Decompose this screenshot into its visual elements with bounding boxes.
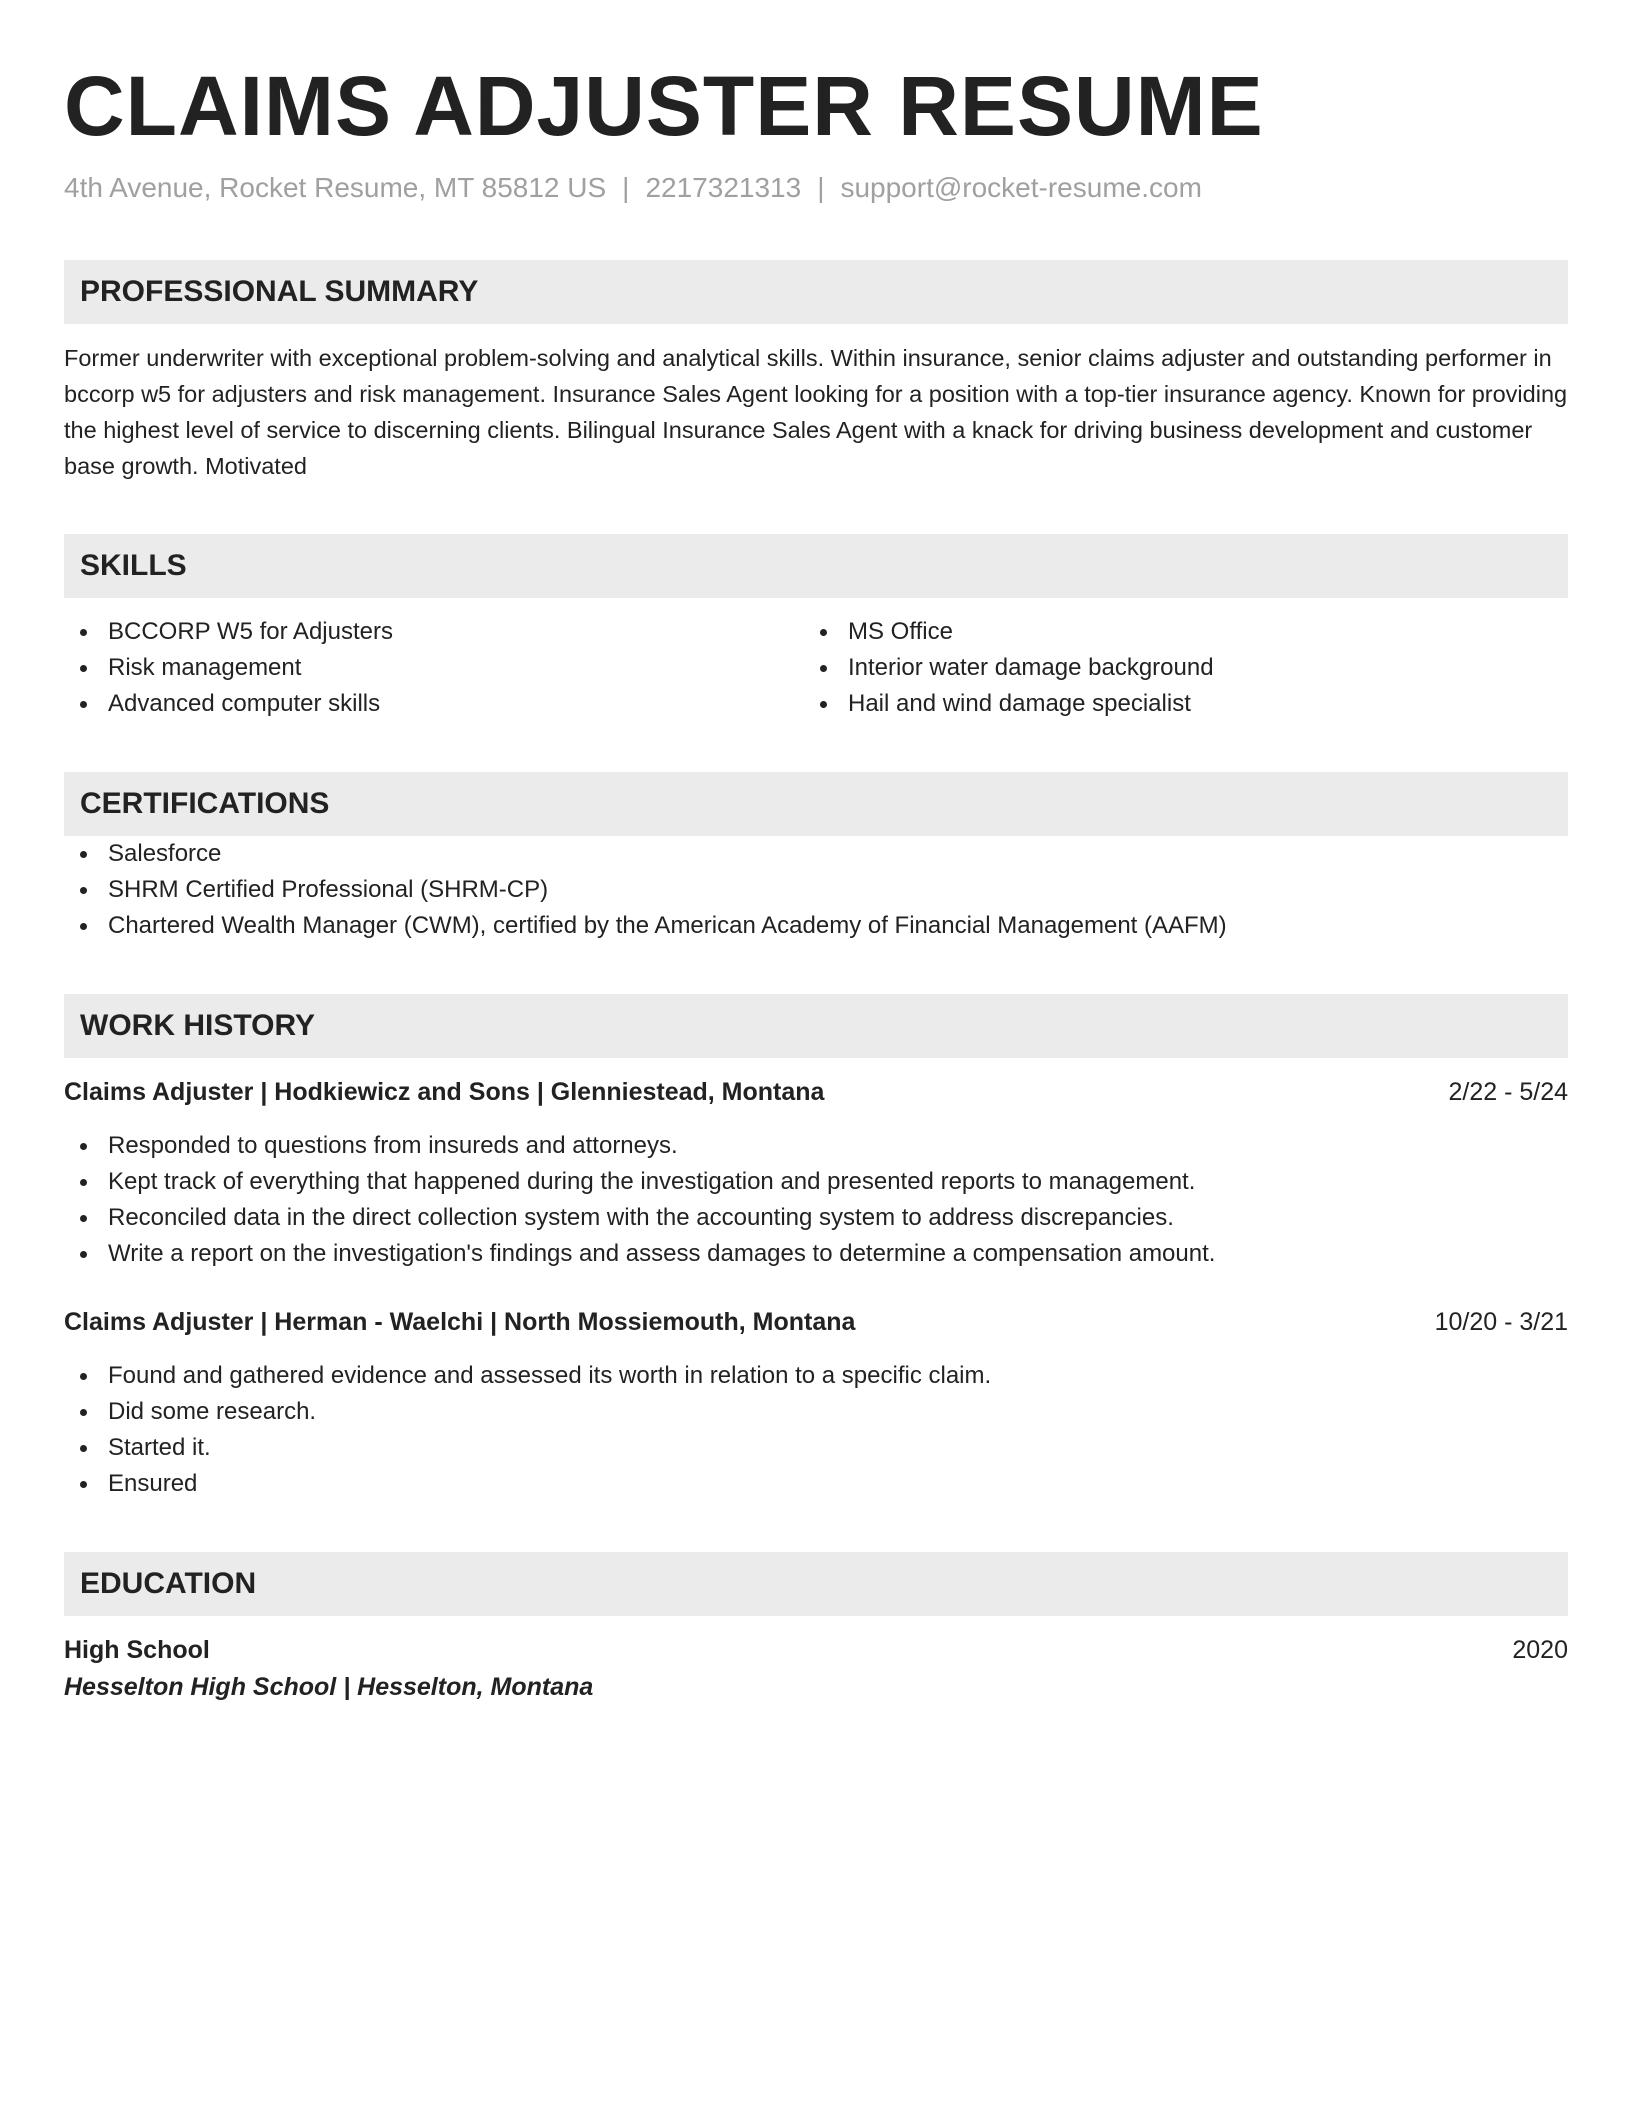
education-school: Hesselton High School | Hesselton, Montana (64, 1673, 594, 1701)
job-duty: Did some research. (64, 1394, 1568, 1430)
job-duty: Started it. (64, 1430, 1568, 1466)
job-duty: Ensured (64, 1466, 1568, 1502)
education-entry (64, 1632, 1568, 1706)
job-duties-list (64, 1128, 1568, 1272)
education-degree: High School (64, 1636, 210, 1664)
job-duty: Write a report on the investigation's findings and assess damages to determine a compensation amount. (64, 1236, 1568, 1272)
contact-separator: | (817, 172, 825, 203)
skill-item: Hail and wind damage specialist (804, 686, 1544, 722)
education-year: 2020 (1512, 1636, 1568, 1664)
contact-line (64, 168, 1568, 208)
skill-item: MS Office (804, 614, 1544, 650)
summary-text: Former underwriter with exceptional problem-solving and analytical skills. Within insurance, senior claims adjuster and outstanding performer in bccorp w5 for adjusters and risk management. Insurance Sales Agent looking for a position with a top-tier insurance agency. Known for providing the highest level of service to discerning clients. Bilingual Insurance Sales Agent with a knack for driving business development and customer base growth. Motivated (64, 345, 1568, 479)
job-header (64, 1304, 1568, 1340)
section-header-work-history: WORK HISTORY (64, 994, 1568, 1058)
contact-email: support@rocket-resume.com (840, 172, 1202, 203)
section-header-summary: PROFESSIONAL SUMMARY (64, 260, 1568, 324)
skill-item: Risk management (64, 650, 804, 686)
job-title: Claims Adjuster | Herman - Waelchi | North Mossiemouth, Montana (64, 1308, 856, 1336)
skill-item: BCCORP W5 for Adjusters (64, 614, 804, 650)
job-header (64, 1074, 1568, 1110)
job-duty: Responded to questions from insureds and attorneys. (64, 1128, 1568, 1164)
resume-title: CLAIMS ADJUSTER RESUME (64, 59, 1264, 153)
skills-column-left (64, 614, 804, 722)
job-duty: Found and gathered evidence and assessed its worth in relation to a specific claim. (64, 1358, 1568, 1394)
contact-separator: | (622, 172, 630, 203)
skill-item: Interior water damage background (804, 650, 1544, 686)
certifications-list (64, 836, 1568, 944)
job-entry (64, 1074, 1568, 1272)
contact-phone: 2217321313 (645, 172, 802, 203)
job-duty: Kept track of everything that happened during the investigation and presented reports to management. (64, 1164, 1568, 1200)
skill-item: Advanced computer skills (64, 686, 804, 722)
education-header (64, 1632, 1568, 1668)
certification-item: Chartered Wealth Manager (CWM), certified by the American Academy of Financial Management (AAFM) (64, 908, 1568, 944)
section-header-education: EDUCATION (64, 1552, 1568, 1616)
job-dates: 10/20 - 3/21 (1434, 1308, 1568, 1336)
certification-item: SHRM Certified Professional (SHRM-CP) (64, 872, 1568, 908)
job-entry (64, 1304, 1568, 1502)
skills-list (64, 614, 1568, 722)
section-header-certifications: CERTIFICATIONS (64, 772, 1568, 836)
job-dates: 2/22 - 5/24 (1448, 1078, 1568, 1106)
job-duties-list (64, 1358, 1568, 1502)
certification-item: Salesforce (64, 836, 1568, 872)
contact-address: 4th Avenue, Rocket Resume, MT 85812 US (64, 172, 607, 203)
job-title: Claims Adjuster | Hodkiewicz and Sons | Glenniestead, Montana (64, 1078, 825, 1106)
section-header-skills: SKILLS (64, 534, 1568, 598)
job-duty: Reconciled data in the direct collection system with the accounting system to address discrepancies. (64, 1200, 1568, 1236)
skills-column-right (804, 614, 1544, 722)
